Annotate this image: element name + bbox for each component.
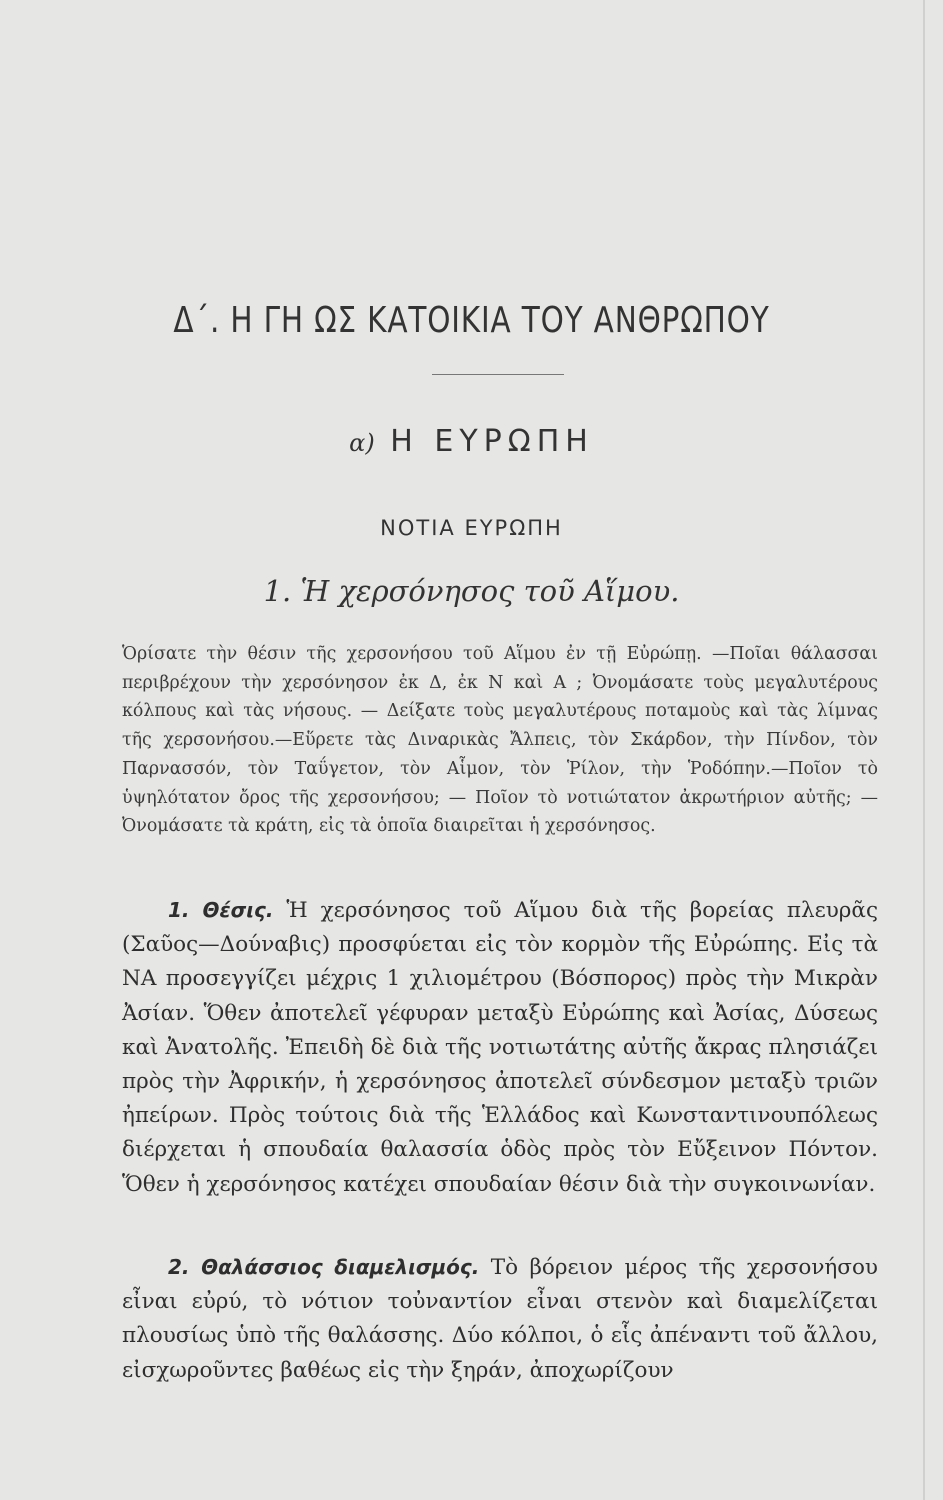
- section-heading: 2. Θαλάσσιος διαμελισμός.: [168, 1255, 480, 1279]
- chapter-title: Δ΄. Η ΓΗ ΩΣ ΚΑΤΟΙΚΙΑ ΤΟΥ ΑΝΘΡΩΠΟΥ: [173, 300, 770, 341]
- region-title: ΝΟΤΙΑ ΕΥΡΩΠΗ: [380, 516, 563, 540]
- section-text: Ἡ χερσόνησος τοῦ Αἵμου διὰ τῆς βορείας πλευρᾶς (Σαῦος—Δούναβις) προσφύεται εἰς τὸν κορμὸν τῆς Εὐρώπης. Εἰς τὰ ΝΑ προσεγγίζει μέχρις 1 χιλιομέτρου (Βόσπορος) πρὸς τὴν Μικρὰν Ἀσίαν. Ὅθεν ἀποτελεῖ γέφυραν μεταξὺ Εὐρώπης καὶ Ἀσίας, Δύσεως καὶ Ἀνατολῆς. Ἐπειδὴ δὲ διὰ τῆς νοτιωτάτης αὐτῆς ἄκρας πλησιάζει πρὸς τὴν Ἀφρικήν, ἡ χερσόνησος ἀποτελεῖ σύνδεσμον μεταξὺ τριῶν ἠπείρων. Πρὸς τούτοις διὰ τῆς Ἑλλάδος καὶ Κωνσταντινουπόλεως διέρχεται ἡ σπουδαία θαλασσία ὁδὸς πρὸς τὸν Εὔξεινον Πόντον. Ὅθεν ἡ χερσόνησος κατέχει σπουδαίαν θέσιν διὰ τὴν συγκοινωνίαν.: [122, 898, 878, 1197]
- study-questions: Ὁρίσατε τὴν θέσιν τῆς χερσονήσου τοῦ Αἵμου ἐν τῇ Εὐρώπῃ. —Ποῖαι θάλασσαι περιβρέχουν τὴν χερσόνησον ἐκ Δ, ἐκ Ν καὶ Α ; Ὀνομάσατε τοὺς μεγαλυτέρους κόλπους καὶ τὰς νήσους. — Δείξατε τοὺς μεγαλυτέρους ποταμοὺς καὶ τὰς λίμνας τῆς χερσονήσου.—Εὕρετε τὰς Διναρικὰς Ἄλπεις, τὸν Σκάρδον, τὴν Πίνδον, τὸν Παρνασσόν, τὸν Ταΰγετον, τὸν Αἷμον, τὸν Ῥίλον, τὴν Ῥοδόπην.—Ποῖον τὸ ὑψηλότατον ὄρος τῆς χερσονήσου; — Ποῖον τὸ νοτιώτατον ἀκρωτήριον αὐτῆς; — Ὀνομάσατε τὰ κράτη, εἰς τὰ ὁποῖα διαιρεῖται ἡ χερσόνησος.: [122, 644, 878, 837]
- section-heading: 1. Θέσις.: [168, 898, 274, 922]
- section-position: [122, 893, 878, 1202]
- part-letter: α): [349, 429, 375, 457]
- part-heading: [0, 424, 943, 459]
- page-edge: [923, 0, 925, 1500]
- divider-rule: [432, 374, 564, 375]
- section-text: Τὸ βόρειον μέρος τῆς χερσονήσου εἶναι εὐρύ, τὸ νότιον τοὐναντίον εἶναι στενὸν καὶ διαμελίζεται πλουσίως ὑπὸ τῆς θαλάσσης. Δύο κόλποι, ὁ εἷς ἀπέναντι τοῦ ἄλλου, εἰσχωροῦντες βαθέως εἰς τὴν ξηράν, ἀποχωρίζουν: [122, 1255, 878, 1383]
- section-coastline: [122, 1250, 878, 1388]
- lesson-title: 1. Ἡ χερσόνησος τοῦ Αἵμου.: [263, 574, 680, 608]
- part-title: Η ΕΥΡΩΠΗ: [390, 424, 594, 459]
